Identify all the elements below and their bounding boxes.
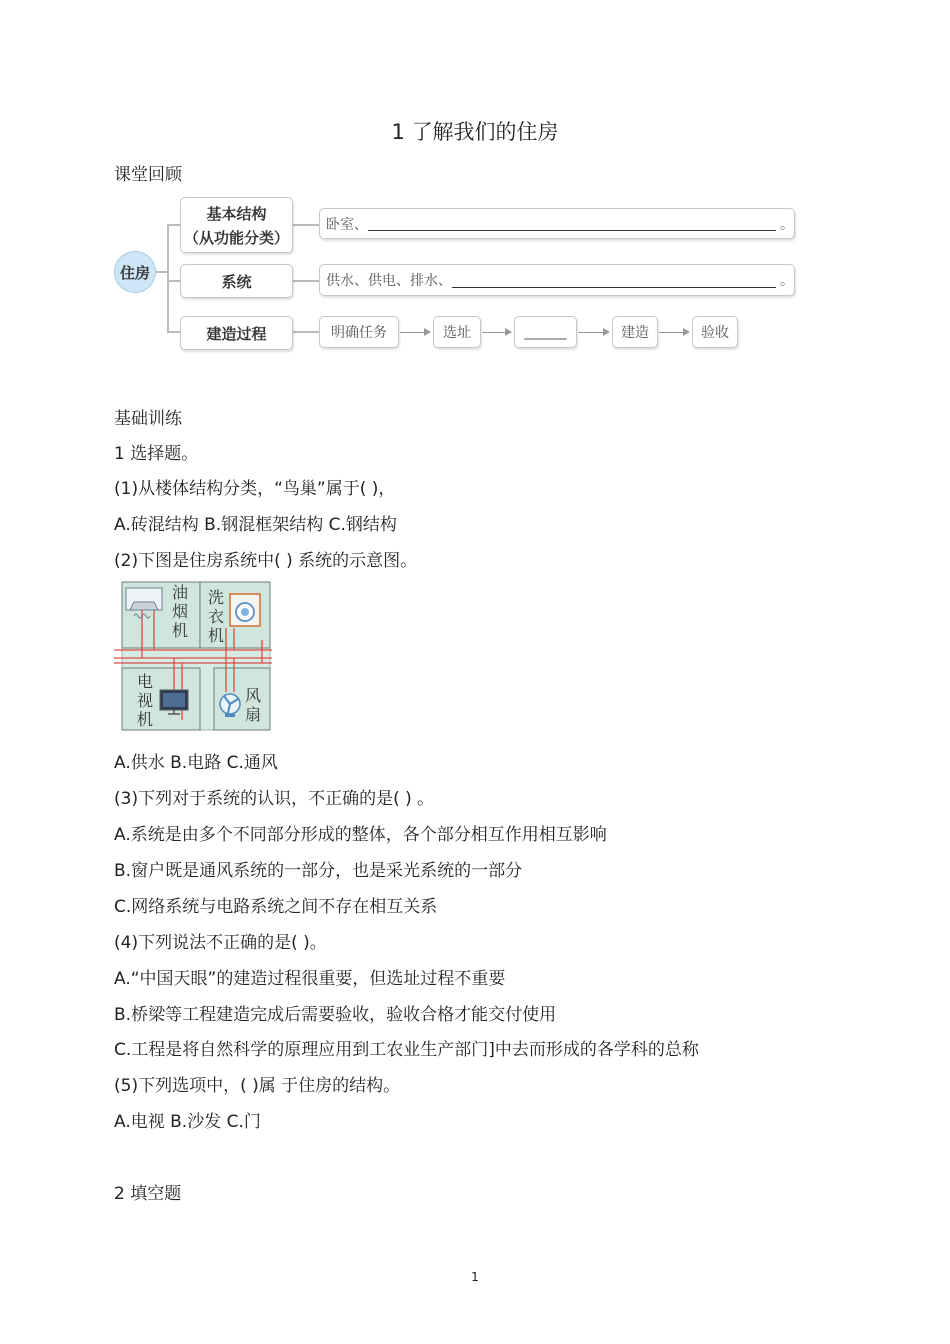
question-2-options: A.供水 B.电路 C.通风 — [114, 753, 278, 773]
system-connector — [292, 280, 319, 282]
system-end: 。 — [780, 273, 794, 289]
system-blank[interactable] — [452, 273, 776, 288]
question-5-options: A.电视 B.沙发 C.门 — [114, 1112, 261, 1132]
process-step-1: 明确任务 — [319, 316, 399, 348]
question-3: (3)下列对于系统的认识，不正确的是( ) 。 — [114, 789, 435, 809]
arrow-icon — [482, 332, 511, 333]
branch-connector-bottom — [167, 331, 180, 333]
question-4-option-c: C.工程是将自然科学的原理应用到工农业生产部门]中去而形成的各学科的总称 — [114, 1040, 699, 1060]
question-1-options: A.砖混结构 B.钢混框架结构 C.钢结构 — [114, 515, 397, 535]
branch-connector-top — [167, 224, 180, 226]
hub-node: 住房 — [114, 251, 156, 293]
structure-content-box — [319, 208, 795, 239]
system-label: 系统 — [221, 272, 252, 291]
structure-end: 。 — [780, 216, 794, 233]
question-3-option-a: A.系统是由多个不同部分形成的整体，各个部分相互作用相互影响 — [114, 825, 607, 845]
circuit-figure — [114, 580, 272, 732]
process-label: 建造过程 — [206, 324, 267, 343]
process-step-3-blank[interactable]: ______ — [514, 316, 577, 348]
process-step-5: 验收 — [692, 316, 738, 348]
question-3-option-c: C.网络系统与电路系统之间不存在相互关系 — [114, 897, 438, 917]
practice-heading: 基础训练 — [114, 409, 182, 429]
arrow-icon — [578, 332, 609, 333]
process-connector — [292, 331, 319, 333]
review-heading: 课堂回顾 — [114, 165, 182, 185]
question-4-option-b: B.桥梁等工程建造完成后需要验收，验收合格才能交付使用 — [114, 1005, 557, 1025]
arrow-icon — [659, 332, 689, 333]
process-node — [180, 316, 293, 350]
structure-content: 卧室、 — [326, 216, 368, 233]
process-step-4: 建造 — [612, 316, 658, 348]
page-number: 1 — [471, 1270, 479, 1284]
section-1-heading: 1 选择题。 — [114, 444, 199, 464]
section-2-heading: 2 填空题 — [114, 1184, 182, 1204]
question-2: (2)下图是住房系统中( ) 系统的示意图。 — [114, 551, 418, 571]
system-content: 供水、供电、排水、 — [326, 273, 452, 289]
system-node — [180, 264, 293, 298]
branch-connector — [167, 224, 169, 332]
page-title: 1 了解我们的住房 — [391, 120, 559, 144]
question-4-option-a: A.“中国天眼”的建造过程很重要，但选址过程不重要 — [114, 969, 506, 989]
structure-blank[interactable] — [368, 216, 776, 231]
hub-connector — [154, 271, 168, 273]
question-4: (4)下列说法不正确的是( )。 — [114, 933, 327, 953]
range-hood-label: 油烟机 — [171, 583, 188, 640]
branch-connector-mid — [167, 280, 180, 282]
question-1: (1)从楼体结构分类，“鸟巢”属于( )， — [114, 479, 396, 499]
washing-machine-label: 洗衣机 — [207, 588, 224, 645]
tv-label: 电视机 — [136, 672, 153, 729]
arrow-icon — [400, 332, 430, 333]
structure-label-line2: （从功能分类） — [183, 228, 289, 247]
fan-label: 风扇 — [244, 686, 261, 724]
structure-connector — [292, 224, 319, 226]
question-3-option-b: B.窗户既是通风系统的一部分，也是采光系统的一部分 — [114, 861, 523, 881]
process-step-2: 选址 — [433, 316, 481, 348]
structure-node — [180, 197, 293, 253]
question-5: (5)下列选项中，( )属 于住房的结构。 — [114, 1076, 401, 1096]
structure-label-line1: 基本结构 — [206, 204, 267, 223]
system-content-box — [319, 264, 795, 296]
